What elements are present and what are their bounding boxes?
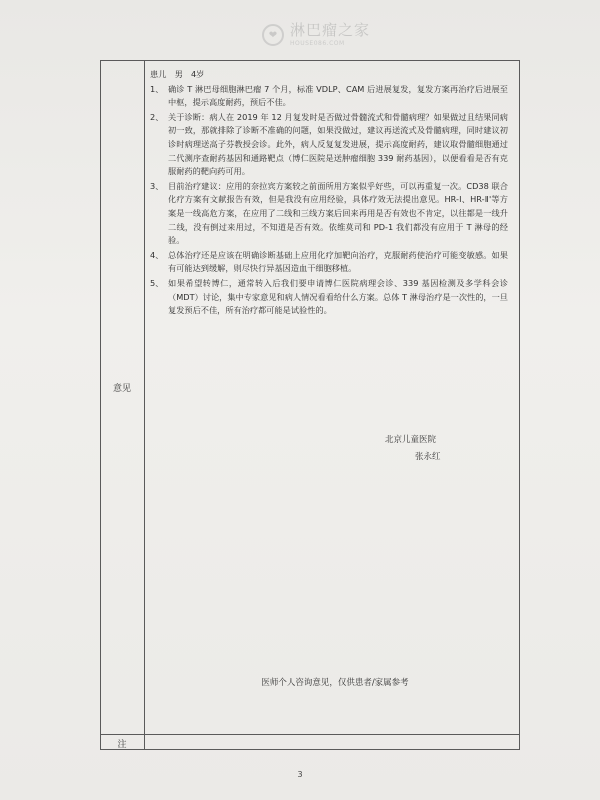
item-text: 如果希望转博仁，通常转入后我们要申请博仁医院病理会诊、339 基因检测及多学科会诊（MDT）讨论，集中专家意见和病人情况看看给什么方案。总体 T 淋母治疗是一次性的，一旦复发预后不佳，所有治疗都可能是试验性的。 bbox=[168, 277, 508, 316]
item-number: 4、 bbox=[150, 249, 164, 260]
list-item bbox=[148, 277, 508, 318]
list-item bbox=[148, 180, 508, 248]
item-text: 目前治疗建议：应用的奈拉宾方案较之前面所用方案似乎好些，可以再重复一次。CD38 联合化疗方案有文献报告有效，但是我没有应用经验，具体疗效无法提出意见。HR-Ⅰ、HR-Ⅱ'等方案是一线高危方案，在应用了二线和三线方案后回来再用是否有效也不肯定，以往都是一线升二线，没有倒过来用过，不知道是否有效。依维莫司和 PD-1 我们都没有应用于 T 淋母的经验。 bbox=[168, 180, 508, 246]
list-item bbox=[148, 83, 508, 110]
patient-info: 患儿 男 4岁 bbox=[150, 69, 205, 79]
watermark-logo-icon: ❤ bbox=[262, 24, 284, 46]
item-number: 2、 bbox=[150, 111, 164, 122]
item-text: 关于诊断：病人在 2019 年 12 月复发时是否做过骨髓流式和骨髓病理？如果做过且结果同病初一致，那就排除了诊断不准确的问题，如果没做过，建议再送流式及骨髓病理，同时建议初诊时病理送高子芬教授会诊。此外，病人反复复发进展，提示高度耐药，建议取骨髓细胞通过二代测序查耐药基因和通路靶点（博仁医院是送肿瘤细胞 339 耐药基因），以便看看是否有克服耐药的靶向药可用。 bbox=[168, 111, 508, 177]
hospital-name: 北京儿童医院 bbox=[385, 435, 437, 445]
page-number: 3 bbox=[297, 770, 303, 779]
item-text: 确诊 T 淋巴母细胞淋巴瘤 7 个月，标准 VDLP、CAM 后进展复发，复发方案再治疗后进展至中枢，提示高度耐药，预后不佳。 bbox=[168, 83, 508, 108]
watermark-title: 淋巴瘤之家 bbox=[290, 21, 371, 39]
item-number: 1、 bbox=[150, 83, 164, 94]
list-item bbox=[148, 249, 508, 276]
item-number: 5、 bbox=[150, 277, 164, 288]
note-text: 医师个人咨询意见，仅供患者/家属参考 bbox=[261, 678, 409, 688]
watermark bbox=[262, 18, 392, 52]
note-label: 注 bbox=[117, 740, 127, 750]
item-text: 总体治疗还是应该在明确诊断基础上应用化疗加靶向治疗，克服耐药使治疗可能变敏感。如果有可能达到缓解，则尽快行异基因造血干细胞移植。 bbox=[168, 249, 508, 274]
opinion-content bbox=[148, 68, 508, 319]
watermark-url: HOUSE086.COM bbox=[290, 40, 345, 47]
item-number: 3、 bbox=[150, 180, 164, 191]
signature-block bbox=[385, 432, 441, 466]
table-row-divider bbox=[101, 734, 519, 735]
list-item bbox=[148, 111, 508, 179]
opinion-label: 意见 bbox=[112, 384, 131, 394]
doctor-name: 张永红 bbox=[415, 452, 441, 462]
table-column-divider bbox=[144, 61, 145, 749]
